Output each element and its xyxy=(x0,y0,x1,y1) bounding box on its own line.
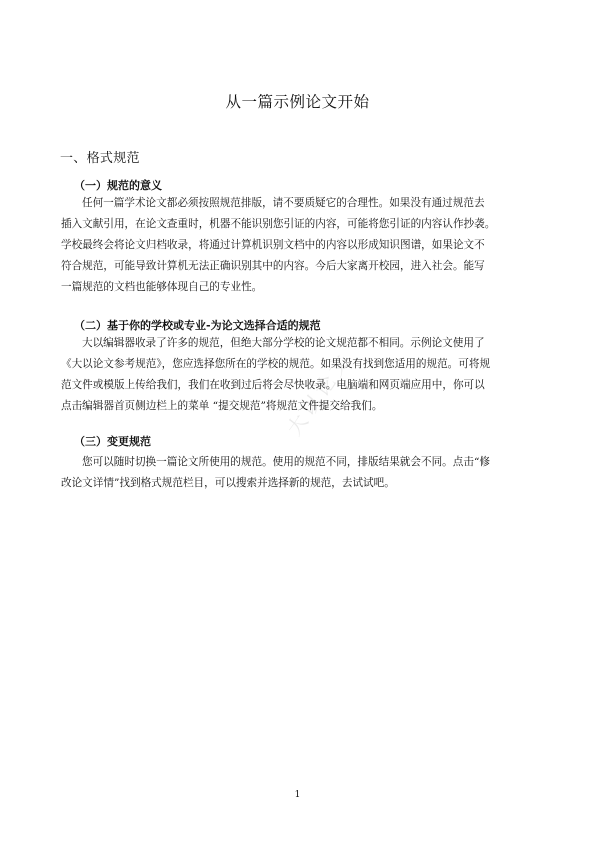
page-number: 1 xyxy=(294,790,301,800)
paragraph-line: 点击编辑器首页侧边栏上的菜单 “提交规范”将规范文件提交给我们。 xyxy=(61,400,383,412)
paragraph-line: 范文件或模版上传给我们，我们在收到过后将会尽快收录。电脑端和网页端应用中，你可以 xyxy=(61,379,485,391)
document-title: 从一篇示例论文开始 xyxy=(225,93,370,111)
paragraph-line: 插入文献引用，在论文查重时，机器不能识别您引证的内容，可能将您引证的内容认作抄袭。 xyxy=(61,218,496,230)
paragraph-line: 一篇规范的文档也能够体现自己的专业性。 xyxy=(61,281,263,293)
section-heading: 一、格式规范 xyxy=(60,151,140,166)
subsection-paragraph-3 xyxy=(61,452,541,494)
paragraph-line: 任何一篇学术论文都必须按照规范排版，请不要质疑它的合理性。如果没有通过规范去 xyxy=(82,197,485,209)
paragraph-line: 您可以随时切换一篇论文所使用的规范。使用的规范不同，排版结果就会不同。点击“修 xyxy=(82,456,490,468)
paragraph-line: 《大以论文参考规范》，您应选择您所在的学校的规范。如果没有找到您适用的规范。可将规 xyxy=(61,358,491,370)
paragraph-line: 改论文详情”找到格式规范栏目，可以搜索并选择新的规范，去试试吧。 xyxy=(61,477,395,489)
paragraph-line: 符合规范，可能导致计算机无法正确识别其中的内容。今后大家离开校园，进入社会。能写 xyxy=(61,260,485,272)
watermark: 大以论文 xyxy=(281,347,357,440)
paragraph-line: 大以编辑器收录了许多的规范，但绝大部分学校的论文规范都不相同。示例论文使用了 xyxy=(82,337,485,349)
subsection-heading-2: （二）基于你的学校或专业-为论文选择合适的规范 xyxy=(74,319,321,332)
paragraph-line: 学校最终会将论文归档收录，将通过计算机识别文档中的内容以形成知识图谱，如果论文不 xyxy=(61,239,485,251)
subsection-heading-1: （一）规范的意义 xyxy=(74,179,162,192)
subsection-heading-3: （三）变更规范 xyxy=(74,435,151,448)
subsection-paragraph-1 xyxy=(61,193,541,298)
